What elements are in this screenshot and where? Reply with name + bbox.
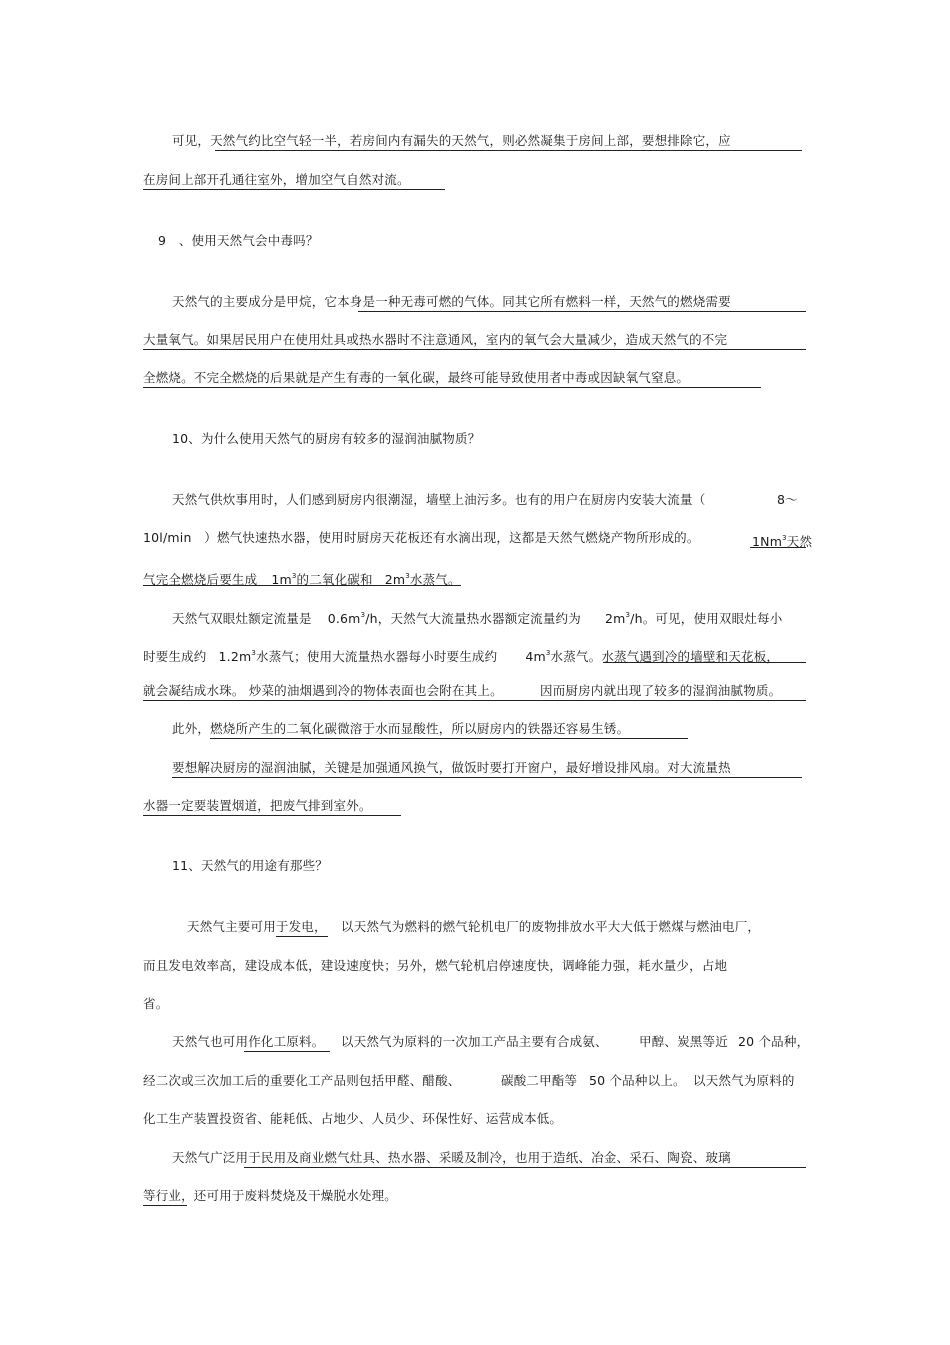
paragraph-line: 在房间上部开孔通往室外，增加空气自然对流。: [143, 172, 410, 187]
paragraph-fragment: 50 个品种以上。: [589, 1073, 686, 1088]
paragraph-line: 全燃烧。不完全燃烧的后果就是产生有毒的一氧化碳，最终可能导致使用者中毒或因缺氧气窒息。: [143, 370, 690, 385]
underline-mark: [143, 815, 401, 816]
paragraph-line: 等行业，还可用于废料焚烧及干燥脱水处理。: [143, 1188, 398, 1203]
underline-mark: [143, 1205, 187, 1206]
underline-mark: [244, 1051, 330, 1052]
question-heading: 10、为什么使用天然气的厨房有较多的湿润油腻物质？: [172, 431, 481, 446]
underline-mark: [210, 738, 688, 739]
underline-mark: [750, 547, 806, 548]
paragraph-fragment: 8～: [777, 492, 798, 507]
underline-mark: [215, 150, 802, 151]
paragraph-line: 就会凝结成水珠。 炒菜的油烟遇到冷的物体表面也会附在其上。: [143, 683, 503, 698]
paragraph-fragment: 20 个品种，: [738, 1034, 810, 1049]
underline-mark: [143, 349, 806, 350]
paragraph-line: 省。: [143, 996, 169, 1011]
underline-mark: [172, 777, 802, 778]
underline-mark: [143, 700, 806, 701]
underline-mark: [143, 387, 761, 388]
paragraph-line: 大量氧气。如果居民用户在使用灶具或热水器时不注意通风，室内的氧气会大量减少，造成天然气的不完: [143, 332, 728, 347]
paragraph-line: 经二次或三次加工后的重要化工产品则包括甲醛、醋酸、: [143, 1073, 461, 1088]
underline-mark: [358, 311, 806, 312]
paragraph-fragment: 以天然气为原料的: [693, 1073, 795, 1088]
paragraph-fragment: 碳酸二甲酯等: [501, 1073, 578, 1088]
paragraph-line: 而且发电效率高，建设成本低，建设速度快；另外，燃气轮机启停速度快，调峰能力强，耗水量少，占地: [143, 958, 728, 973]
paragraph-fragment: 以天然气为原料的一次加工产品主要有合成氨、: [341, 1034, 608, 1049]
paragraph-fragment: 甲醇、炭黑等近: [639, 1034, 728, 1049]
paragraph-line: 天然气主要可用于发电，: [187, 919, 327, 934]
underline-mark: [276, 936, 328, 937]
paragraph-line: 10l/min ）燃气快速热水器，使用时厨房天花板还有水滴出现，这都是天然气燃烧产物所形成的。: [143, 530, 700, 545]
paragraph-line: 天然气供炊事用时，人们感到厨房内很潮湿，墙壁上油污多。也有的用户在厨房内安装大流量（: [172, 492, 706, 507]
paragraph-line: 天然气的主要成分是甲烷，它本身是一种无毒可燃的气体。同其它所有燃料一样，天然气的燃烧需要: [172, 294, 731, 309]
underline-mark: [603, 662, 806, 663]
paragraph-line: 时要生成约 $1.2m^3$水蒸气；使用大流量热水器每小时要生成约 $4m^3$水蒸气。水蒸气遇到冷的墙壁和天花板，: [143, 649, 780, 664]
question-heading: 11、天然气的用途有那些？: [172, 858, 329, 873]
paragraph-line: 化工生产装置投资省、能耗低、占地少、人员少、环保性好、运营成本低。: [143, 1111, 563, 1126]
paragraph-line: 天然气双眼灶额定流量是 $0.6m^3/h$，天然气大流量热水器额定流量约为 $2m^3/h$。可见，使用双眼灶每小: [172, 611, 783, 626]
paragraph-line: 此外，燃烧所产生的二氧化碳微溶于水而显酸性，所以厨房内的铁器还容易生锈。: [172, 721, 630, 736]
paragraph-line: 水器一定要装置烟道，把废气排到室外。: [143, 798, 372, 813]
paragraph-line: 天然气广泛用于民用及商业燃气灶具、热水器、采暖及制冷，也用于造纸、冶金、采石、陶瓷、玻璃: [172, 1150, 731, 1165]
paragraph-line: 气完全燃烧后要生成 $1m^3$的二氧化碳和 $2m^3$水蒸气。: [143, 572, 461, 587]
underline-mark: [143, 189, 445, 190]
paragraph-line: 可见，天然气约比空气轻一半，若房间内有漏失的天然气，则必然凝集于房间上部，要想排除它，应: [172, 133, 731, 148]
underline-mark: [244, 1167, 806, 1168]
question-heading: 9 、使用天然气会中毒吗？: [158, 233, 319, 248]
paragraph-fragment: 1Nm$^3$天然: [752, 534, 813, 549]
paragraph-line: 天然气也可用作化工原料。: [172, 1034, 325, 1049]
paragraph-fragment: 因而厨房内就出现了较多的湿润油腻物质。: [540, 683, 782, 698]
paragraph-line: 要想解决厨房的湿润油腻，关键是加强通风换气，做饭时要打开窗户，最好增设排风扇。对大流量热: [172, 760, 731, 775]
paragraph-fragment: 以天然气为燃料的燃气轮机电厂的废物排放水平大大低于燃煤与燃油电厂，: [341, 919, 761, 934]
underline-mark: [143, 585, 461, 586]
